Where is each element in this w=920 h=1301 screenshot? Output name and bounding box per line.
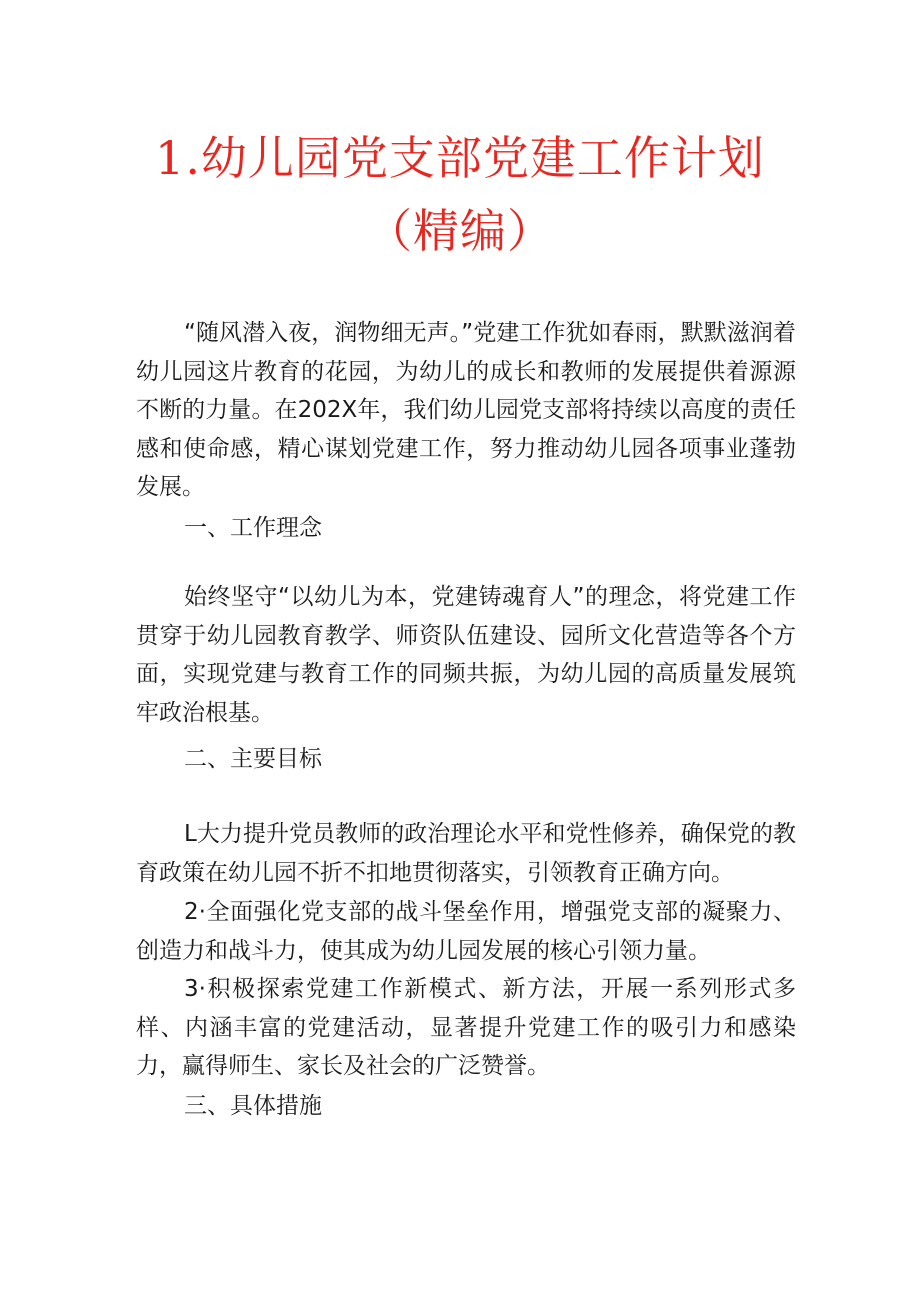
section-heading-work-philosophy: 一、工作理念 bbox=[184, 515, 322, 541]
work-philosophy-paragraph: 始终坚守“以幼儿为本，党建铸魂育人”的理念，将党建工作贯穿于幼儿园教育教学、师资队伍建设、园所文化营造等各个方面，实现党建与教育工作的同频共振，为幼儿园的高质量发展筑牢政治根基。 bbox=[136, 584, 796, 726]
section-heading-main-goals: 二、主要目标 bbox=[184, 746, 322, 772]
intro-paragraph: “随风潜入夜，润物细无声。”党建工作犹如春雨，默默滋润着幼儿园这片教育的花园，为幼儿的成长和教师的发展提供着源源不断的力量。在202X年，我们幼儿园党支部将持续以高度的责任感和使命感，精心谋划党建工作，努力推动幼儿园各项事业蓬勃发展。 bbox=[136, 320, 796, 500]
goal-item-3: 3·积极探索党建工作新模式、新方法，开展一系列形式多样、内涵丰富的党建活动，显著提升党建工作的吸引力和感染力，赢得师生、家长及社会的广泛赞誉。 bbox=[136, 976, 796, 1079]
section-heading-specific-measures: 三、具体措施 bbox=[184, 1093, 322, 1119]
document-title: 1.幼儿园党支部党建工作计划 bbox=[155, 131, 765, 185]
document-subtitle: （精编） bbox=[366, 204, 554, 258]
goal-item-2: 2·全面强化党支部的战斗堡垒作用，增强党支部的凝聚力、创造力和战斗力，使其成为幼儿园发展的核心引领力量。 bbox=[136, 899, 796, 964]
goal-item-1: L大力提升党员教师的政治理论水平和党性修养，确保党的教育政策在幼儿园不折不扣地贯彻落实，引领教育正确方向。 bbox=[136, 821, 796, 886]
